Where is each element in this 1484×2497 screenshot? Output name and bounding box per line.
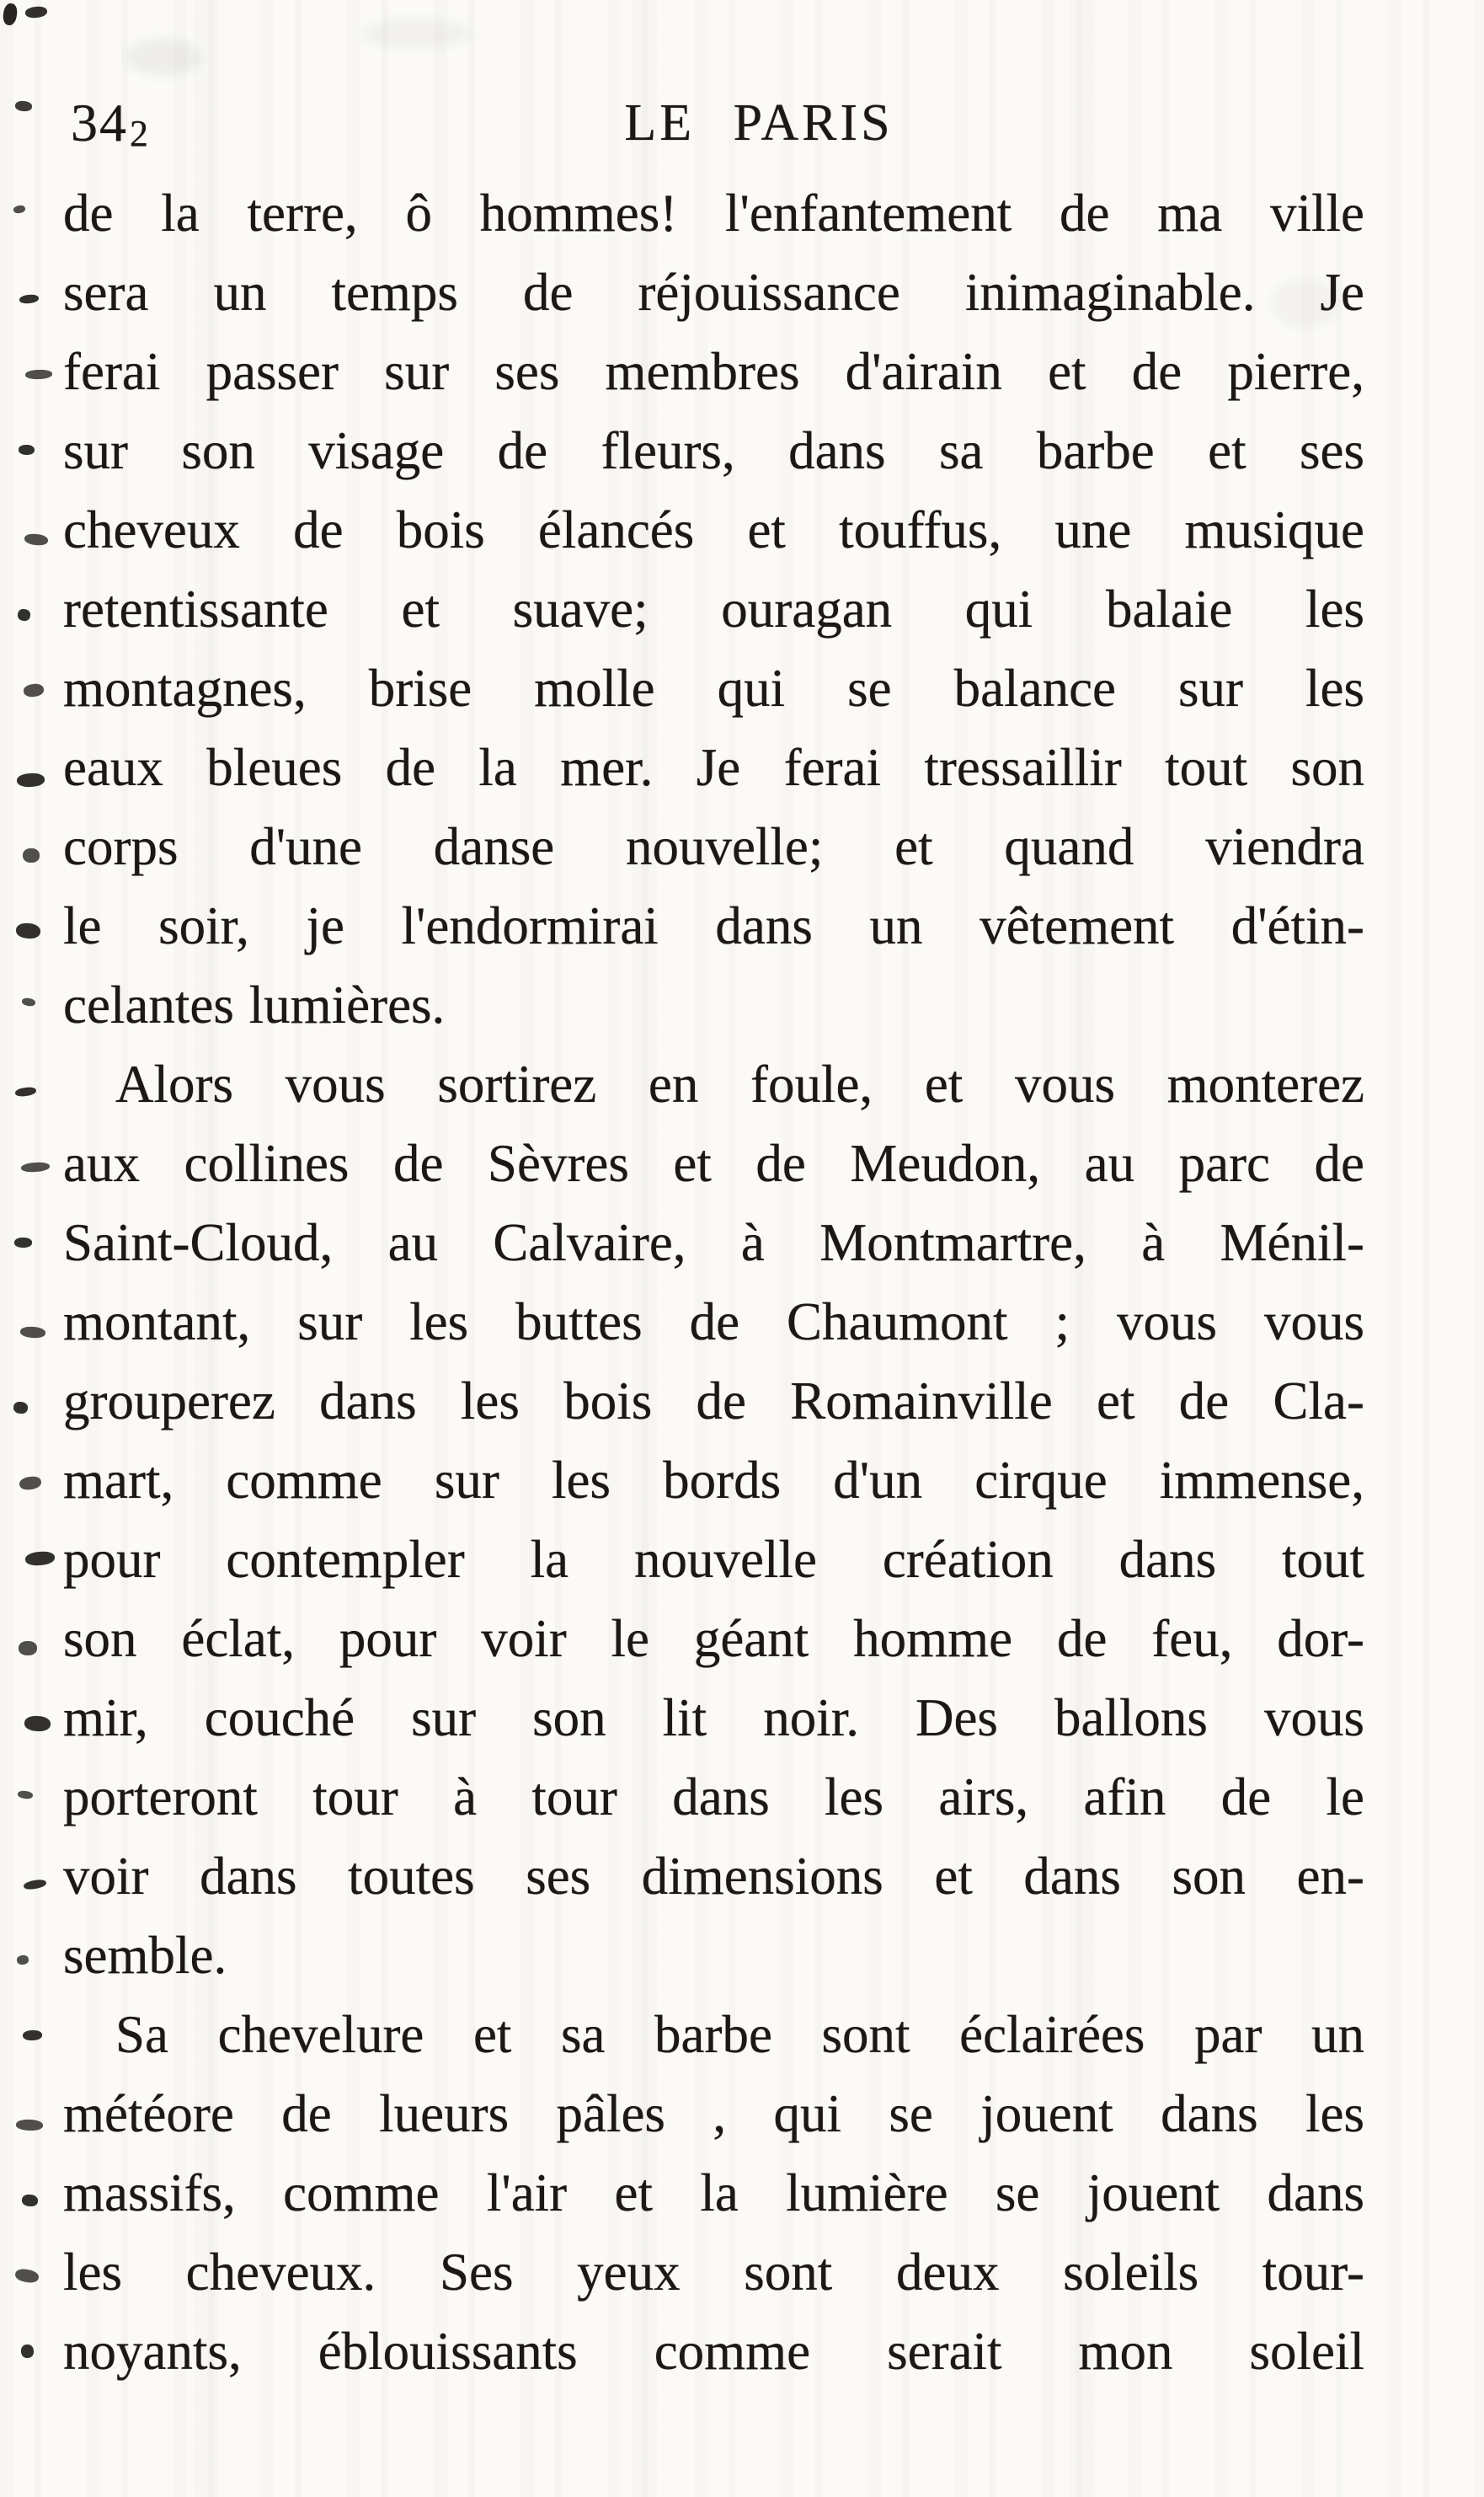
ink-blob-artifact	[23, 1879, 46, 1891]
ink-blob-artifact	[14, 1086, 36, 1097]
ink-blob-artifact	[13, 1401, 29, 1414]
ink-blob-artifact	[23, 848, 40, 863]
text-line: le soir, je l'endormirai dans un vêtement d'étin-	[63, 896, 1364, 955]
text-line: pour contempler la nouvelle création dans tout	[63, 1530, 1364, 1589]
text-line: mir, couché sur son lit noir. Des ballons vous	[63, 1688, 1364, 1747]
text-line: celantes lumières.	[63, 976, 446, 1035]
text-line: retentissante et suave; ouragan qui balaie les	[63, 580, 1364, 639]
text-line: les cheveux. Ses yeux sont deux soleils tour-	[63, 2243, 1364, 2302]
ink-blob-artifact	[25, 369, 52, 379]
ink-blob-artifact	[18, 1790, 34, 1799]
text-line: de la terre, ô hommes! l'enfantement de ma ville	[63, 184, 1364, 243]
ink-blob-artifact	[14, 1238, 32, 1248]
text-line: ferai passer sur ses membres d'airain et de pierre,	[63, 342, 1364, 401]
ink-blob-artifact	[21, 2194, 38, 2207]
page-number-last-digit: 2	[130, 113, 150, 154]
text-line: porteront tour à tour dans les airs, afin de le	[63, 1767, 1364, 1826]
ink-blob-artifact	[14, 2268, 40, 2285]
text-line: météore de lueurs pâles , qui se jouent dans les	[63, 2084, 1364, 2143]
ink-blob-artifact	[17, 773, 45, 788]
text-line: Saint-Cloud, au Calvaire, à Montmartre, à Ménil-	[63, 1213, 1364, 1272]
text-line: montant, sur les buttes de Chaumont ; vous vous	[63, 1292, 1364, 1351]
text-line: aux collines de Sèvres et de Meudon, au parc de	[63, 1134, 1364, 1193]
text-line: mart, comme sur les bords d'un cirque immense,	[63, 1451, 1364, 1510]
page-text-block	[63, 174, 1364, 2391]
text-line: son éclat, pour voir le géant homme de feu, dor-	[63, 1609, 1364, 1668]
ink-blob-artifact	[20, 1326, 46, 1339]
ink-blob-artifact	[19, 1641, 37, 1655]
ink-blob-artifact	[24, 533, 48, 547]
ink-blob-artifact	[2, 3, 18, 26]
ink-blob-artifact	[23, 2030, 42, 2041]
ink-blob-artifact	[16, 2119, 43, 2131]
ink-blob-artifact	[13, 205, 25, 214]
text-line: semble.	[63, 1926, 227, 1985]
text-line: noyants, éblouissants comme serait mon soleil	[63, 2322, 1364, 2381]
text-line: Alors vous sortirez en foule, et vous monterez	[115, 1055, 1364, 1114]
ink-blob-artifact	[19, 445, 35, 456]
text-line: montagnes, brise molle qui se balance sur les	[63, 659, 1364, 718]
text-line: sera un temps de réjouissance inimaginable. Je	[63, 263, 1364, 322]
ink-blob-artifact	[24, 6, 47, 19]
text-line: voir dans toutes ses dimensions et dans son en-	[63, 1847, 1364, 1906]
ink-blob-artifact	[15, 922, 40, 939]
text-line: grouperez dans les bois de Romainville et de Cla-	[63, 1371, 1364, 1430]
ink-blob-artifact	[20, 2344, 35, 2359]
text-line: Sa chevelure et sa barbe sont éclairées par un	[115, 2005, 1364, 2064]
ink-blob-artifact	[19, 294, 40, 304]
text-line: sur son visage de fleurs, dans sa barbe et ses	[63, 421, 1364, 480]
page-number-main: 34	[71, 93, 128, 152]
ink-blob-artifact	[126, 39, 202, 76]
ink-blob-artifact	[17, 608, 31, 622]
page-header	[0, 94, 1484, 162]
ink-blob-artifact	[19, 1475, 42, 1491]
text-line: cheveux de bois élancés et touffus, une musique	[63, 500, 1364, 559]
ink-blob-artifact	[21, 997, 35, 1007]
text-line: corps d'une danse nouvelle; et quand viendra	[63, 817, 1364, 876]
ink-blob-artifact	[24, 1551, 55, 1567]
ink-blob-artifact	[24, 1715, 51, 1732]
running-title: LE PARIS	[624, 94, 894, 152]
ink-blob-artifact	[362, 19, 472, 49]
text-line: massifs, comme l'air et la lumière se jouent dans	[63, 2163, 1364, 2222]
text-line: eaux bleues de la mer. Je ferai tressaillir tout son	[63, 738, 1364, 797]
ink-blob-artifact	[21, 1162, 51, 1173]
ink-blob-artifact	[23, 683, 45, 698]
ink-blob-artifact	[1272, 278, 1339, 329]
ink-blob-artifact	[16, 1954, 29, 1965]
